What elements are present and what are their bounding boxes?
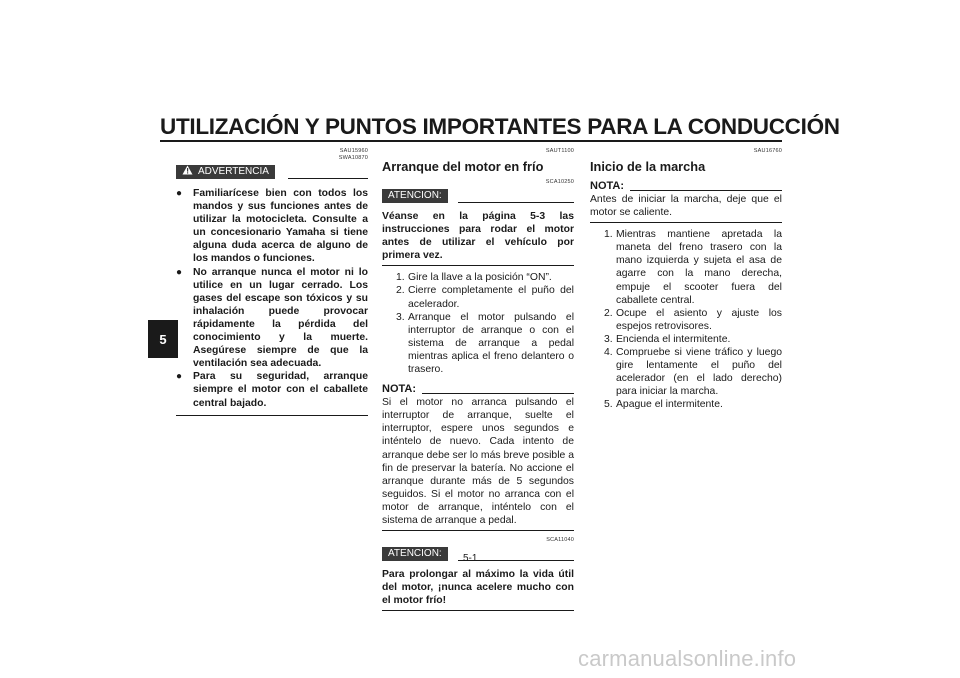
warning-triangle-icon (182, 165, 193, 180)
section-code: SCA10250 (545, 179, 574, 185)
list-item: 2. Cierre completamente el puño del acelerador. (396, 285, 574, 310)
header-rule (160, 140, 782, 142)
bullet-icon: ● (176, 188, 183, 199)
list-item: ● No arranque nunca el motor ni lo utilice en un lugar cerrado. Los gases del escape son tóxicos y su inhalación puede provocar rápidamente la pérdida del conocimiento y la muerte. Asegúrese siempre de que la ventilación sea adecuada. (176, 266, 368, 370)
page-number: 5-1 (463, 553, 478, 564)
nota-label: NOTA: (590, 180, 625, 192)
section-heading: Arranque del motor en frío (382, 159, 544, 174)
nota-rule (630, 190, 782, 191)
caution-text: Para prolongar al máximo la vida útil del motor, ¡nunca acelere mucho con el motor frío! (382, 569, 574, 607)
nota-bar (590, 180, 782, 193)
chapter-tab: 5 (148, 320, 178, 358)
nota-bar (382, 383, 574, 396)
column-2 (382, 148, 574, 611)
column-3 (590, 148, 782, 412)
warning-label-box (176, 165, 275, 179)
section-code: SWA10870 (338, 155, 368, 161)
warning-label: ADVERTENCIA (198, 166, 269, 177)
caution-rule (458, 202, 574, 203)
list-item: 5. Apague el intermitente. (604, 399, 723, 411)
caution-bar (382, 189, 574, 205)
caution-label: ATENCION: (382, 547, 448, 561)
caution-end-rule (382, 610, 574, 611)
bullet-icon: ● (176, 266, 183, 278)
section-code: SAU16760 (753, 148, 782, 154)
list-item: 1. Mientras mantiene apretada la maneta del freno trasero con la mano izquierda y sujeta el asa de agarre con la mano derecha, empuje el scooter fuera del caballete central. (604, 229, 782, 306)
caution-bar (382, 547, 574, 563)
caution-text: Véanse en la página 5-3 las instrucciones para rodar el motor antes de utilizar el vehículo por primera vez. (382, 211, 574, 262)
page-title: UTILIZACIÓN Y PUNTOS IMPORTANTES PARA LA CONDUCCIÓN (160, 114, 840, 139)
list-item: 2. Ocupe el asiento y ajuste los espejos retrovisores. (604, 307, 782, 332)
warning-end-rule (176, 415, 368, 416)
section-code: SAUT1100 (545, 148, 574, 154)
list-item: 3. Encienda el intermitente. (604, 333, 731, 345)
start-steps (396, 271, 574, 376)
warning-bar (176, 165, 368, 181)
list-item: 4. Compruebe si viene tráfico y luego gire lentamente el puño del acelerador (en el lado derecho) para iniciar la marcha. (604, 347, 782, 398)
nota-text: Si el motor no arranca pulsando el interruptor de arranque, suelte el interruptor, espere unos segundos e inténtelo de nuevo. Cada intento de arranque debe ser lo más breve posible a fin de preservar la batería. No accione el arranque durante más de 5 segundos seguidos. Si el motor no arranca con el motor de arranque, inténtelo con el sistema de arranque a pedal. (382, 397, 574, 526)
section-heading: Inicio de la marcha (590, 159, 706, 174)
column-1 (176, 148, 368, 416)
riding-steps (604, 228, 782, 411)
nota-text: Antes de iniciar la marcha, deje que el motor se caliente. (590, 194, 782, 219)
nota-rule (422, 393, 574, 394)
nota-label: NOTA: (382, 383, 417, 396)
list-item: 3. Arranque el motor pulsando el interruptor de arranque o con el sistema de arranque a pedal mientras aplica el freno delantero o trasero. (396, 311, 574, 376)
caution-label: ATENCION: (382, 189, 448, 203)
section-code: SAU15960 (339, 148, 368, 154)
warning-rule (288, 178, 368, 179)
list-item: ● Para su seguridad, arranque siempre el motor con el caballete central bajado. (176, 371, 368, 409)
section-code: SCA11040 (546, 537, 574, 544)
watermark: carmanualsonline.info (578, 646, 797, 671)
list-item: ● Familiarícese bien con todos los mandos y sus funciones antes de utilizar la motocicleta. Consulte a un concesionario Yamaha si tiene alguna duda acerca de alguno de los mandos o funciones. (176, 188, 368, 265)
list-item: 1. Gire la llave a la posición “ON”. (396, 272, 552, 284)
bullet-icon: ● (176, 371, 183, 383)
